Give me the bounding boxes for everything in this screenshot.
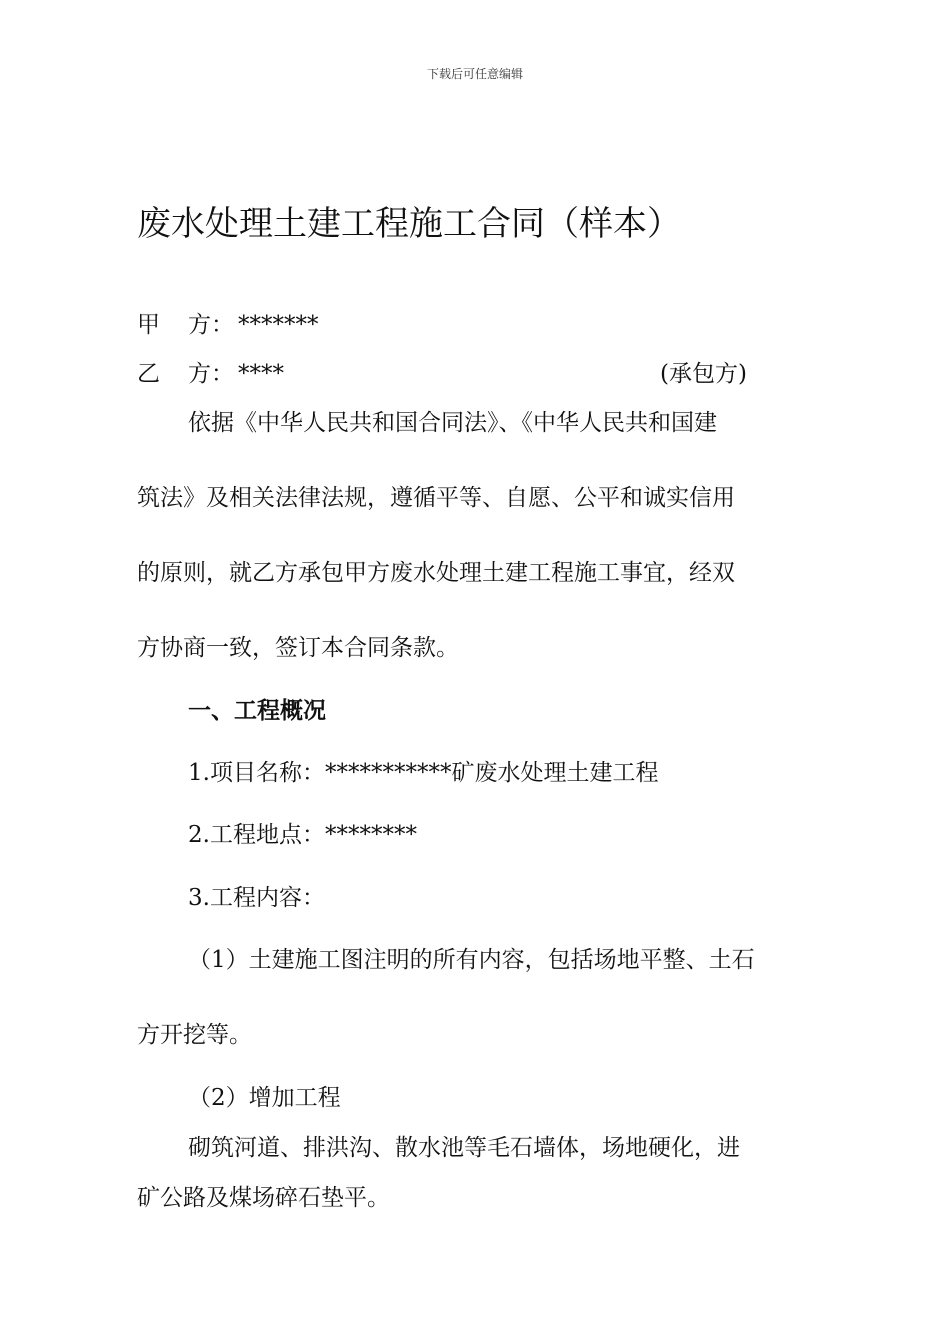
sub-item-2-heading: （2）增加工程 bbox=[188, 1085, 341, 1111]
intro-line-1: 依据《中华人民共和国合同法》、《中华人民共和国建 bbox=[188, 410, 717, 436]
sub-item-2-line-1: 砌筑河道、排洪沟、散水池等毛石墙体，场地硬化，进 bbox=[188, 1135, 740, 1161]
party-a-value: ******* bbox=[238, 312, 319, 338]
item-project-content: 3.工程内容： bbox=[188, 885, 325, 911]
intro-line-4: 方协商一致，签订本合同条款。 bbox=[137, 635, 459, 661]
section-heading: 一、工程概况 bbox=[188, 698, 326, 724]
party-b-label-char2: 方： bbox=[188, 361, 234, 387]
document-title: 废水处理土建工程施工合同（样本） bbox=[137, 204, 681, 244]
party-b-role: (承包方) bbox=[660, 361, 747, 387]
sub-item-1-line-2: 方开挖等。 bbox=[137, 1022, 252, 1048]
party-a-label-char1: 甲 bbox=[137, 312, 160, 338]
item-project-location: 2.工程地点：******** bbox=[188, 822, 417, 848]
sub-item-2-line-2: 矿公路及煤场碎石垫平。 bbox=[137, 1185, 390, 1211]
party-b-label-char1: 乙 bbox=[137, 361, 160, 387]
party-b-value: **** bbox=[238, 361, 284, 387]
intro-line-2: 筑法》及相关法律法规，遵循平等、自愿、公平和诚实信用 bbox=[137, 485, 735, 511]
sub-item-1-line-1: （1）土建施工图注明的所有内容，包括场地平整、土石 bbox=[188, 947, 755, 973]
party-a-label-char2: 方： bbox=[188, 312, 234, 338]
header-note: 下载后可任意编辑 bbox=[426, 67, 523, 81]
intro-line-3: 的原则，就乙方承包甲方废水处理土建工程施工事宜，经双 bbox=[137, 560, 735, 586]
item-project-name: 1.项目名称：***********矿废水处理土建工程 bbox=[188, 760, 659, 786]
